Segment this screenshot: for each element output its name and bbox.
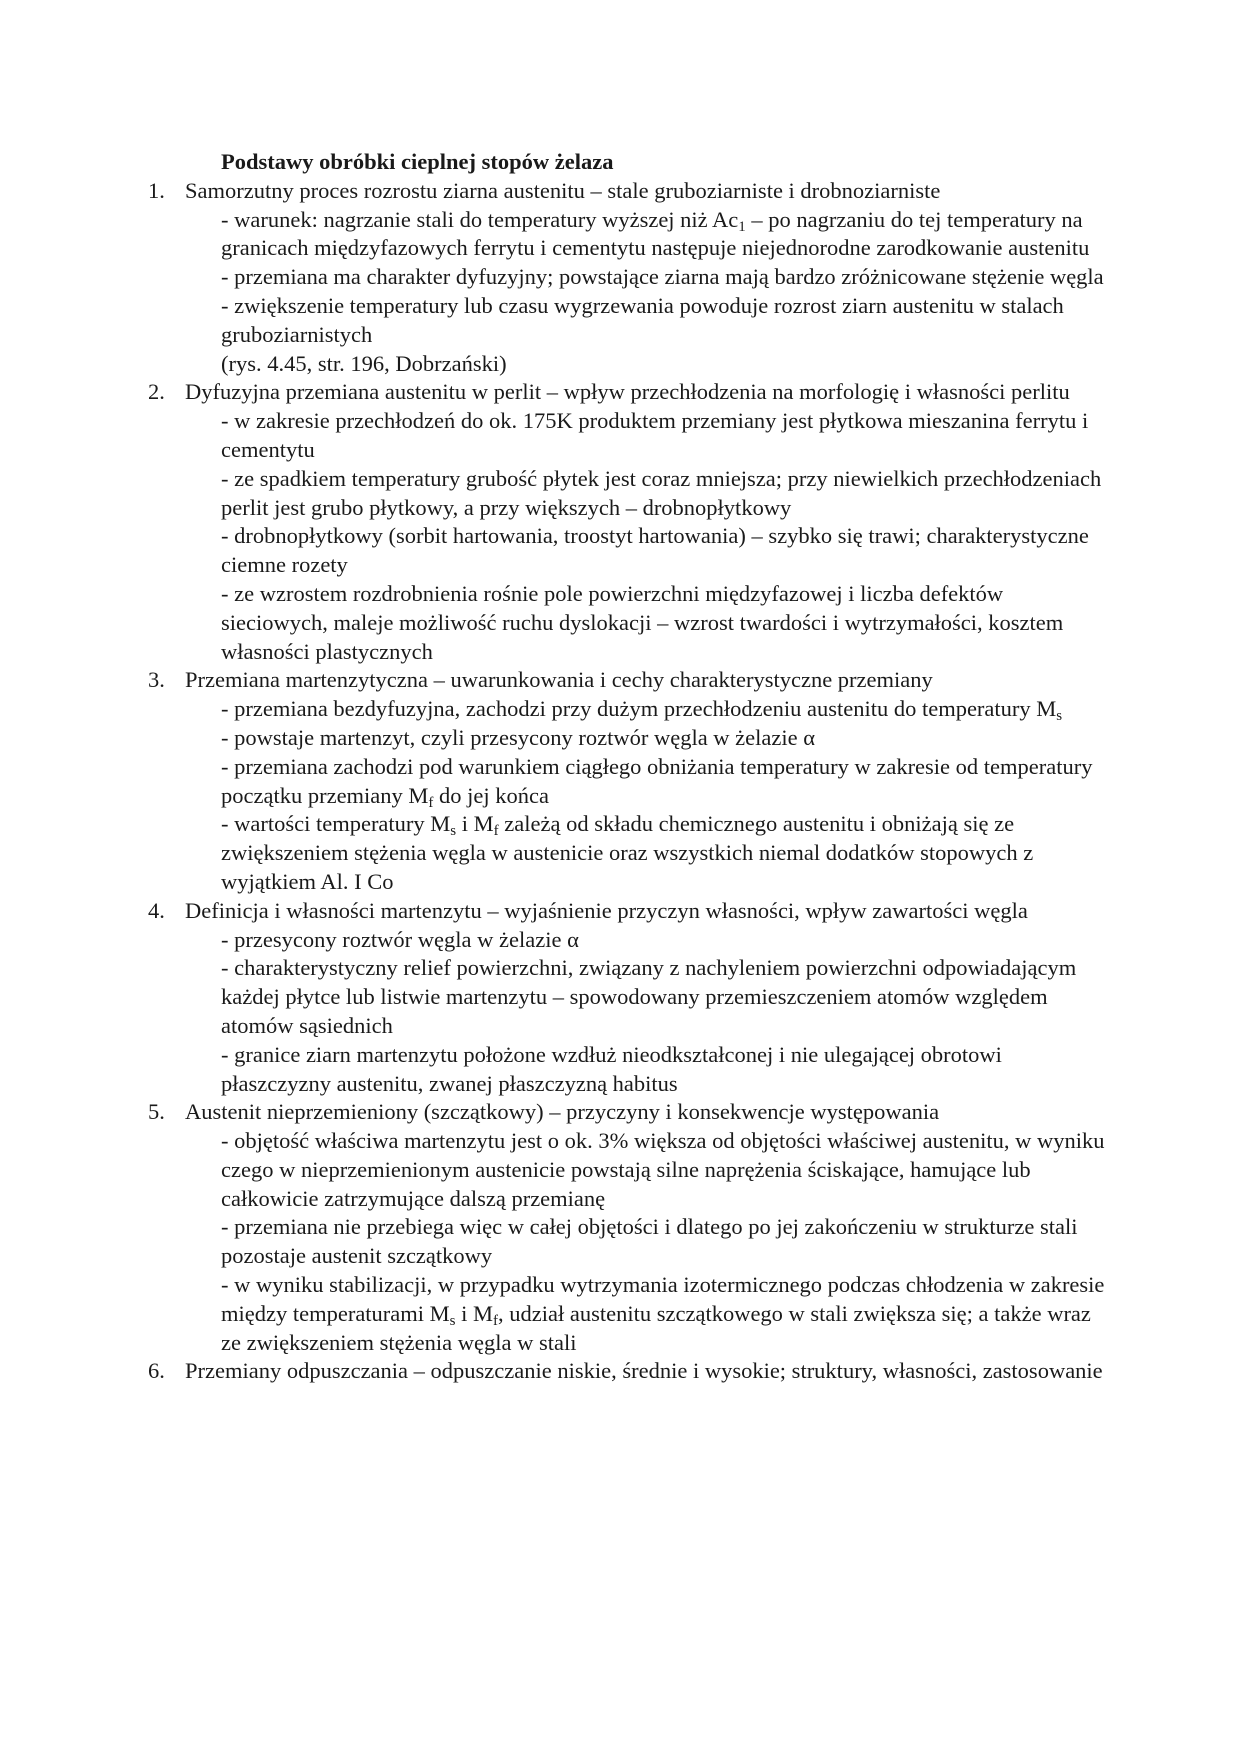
question-number: 6.	[148, 1358, 165, 1384]
answer-point: - drobnopłytkowy (sorbit hartowania, troostyt hartowania) – szybko się trawi; charakterystyczne ciemne rozety	[221, 523, 1089, 578]
answer-text: - wartości temperatury M	[221, 811, 451, 837]
answer-text: - warunek: nagrzanie stali do temperatury wyższej niż Ac	[221, 206, 739, 232]
answer-point: - ze wzrostem rozdrobnienia rośnie pole powierzchni międzyfazowej i liczba defektów sieciowych, maleje możliwość ruchu dyslokacji – wzrost twardości i wytrzymałości, kosztem własności plastycznych	[221, 580, 1064, 664]
answer-point	[148, 206, 1108, 264]
subscript: s	[449, 1312, 456, 1329]
question-heading: Przemiany odpuszczania – odpuszczanie niskie, średnie i wysokie; struktury, własności, zastosowanie	[185, 1358, 1103, 1384]
subscript: f	[493, 1312, 499, 1329]
answer-text: - przemiana bezdyfuzyjna, zachodzi przy dużym przechłodzeniu austenitu do temperatury M	[221, 696, 1057, 722]
question-number: 2.	[148, 379, 165, 405]
question-6	[148, 1357, 1108, 1386]
answer-point: - przesycony roztwór węgla w żelazie α	[221, 926, 579, 952]
subscript: f	[428, 794, 434, 811]
question-number: 3.	[148, 667, 165, 693]
answer-text: do jej końca	[433, 782, 550, 808]
answer-point	[148, 1271, 1108, 1357]
answer-point: - w zakresie przechłodzeń do ok. 175K produktem przemiany jest płytkowa mieszanina ferrytu i cementytu	[221, 408, 1089, 462]
answer-text: , udział austenitu szczątkowego w stali zwiększa się; a także wraz ze zwiększeniem stężenia węgla w stali	[221, 1300, 1091, 1355]
answer-text: – po nagrzaniu do tej temperatury na granicach międzyfazowych ferrytu i cementytu następuje niejednorodne zarodkowanie austenitu	[221, 206, 1090, 261]
question-heading: Definicja i własności martenzytu – wyjaśnienie przyczyn własności, wpływ zawartości węgla	[185, 897, 1028, 923]
question-number: 1.	[148, 177, 165, 203]
question-heading: Przemiana martenzytyczna – uwarunkowania i cechy charakterystyczne przemiany	[185, 667, 933, 693]
answer-point	[148, 810, 1108, 896]
answer-text: i M	[455, 1300, 494, 1326]
answer-point: - granice ziarn martenzytu położone wzdłuż nieodkształconej i nie ulegającej obrotowi płaszczyzny austenitu, zwanej płaszczyzną habitus	[221, 1041, 1002, 1096]
question-number: 4.	[148, 897, 165, 923]
answer-point: - zwiększenie temperatury lub czasu wygrzewania powoduje rozrost ziarn austenitu w stalach gruboziarnistych	[221, 292, 1064, 347]
question-2	[148, 378, 1108, 407]
answer-point: - przemiana nie przebiega więc w całej objętości i dlatego po jej zakończeniu w strukturze stali pozostaje austenit szczątkowy	[221, 1214, 1078, 1269]
answer-point	[148, 753, 1108, 811]
document-body	[148, 148, 1108, 1386]
question-5	[148, 1098, 1108, 1127]
subscript: 1	[738, 218, 746, 235]
question-4	[148, 897, 1108, 926]
answer-point	[148, 695, 1108, 724]
answer-point: - powstaje martenzyt, czyli przesycony roztwór węgla w żelazie α	[221, 724, 816, 750]
question-heading: Samorzutny proces rozrostu ziarna austenitu – stale gruboziarniste i drobnoziarniste	[185, 177, 941, 203]
reference-note: (rys. 4.45, str. 196, Dobrzański)	[221, 350, 507, 376]
subscript: f	[493, 823, 499, 840]
answer-text: zależą od składu chemicznego austenitu i obniżają się ze zwiększeniem stężenia węgla w austenicie oraz wszystkich niemal dodatków stopowych z wyjątkiem Al. I Co	[221, 811, 1034, 894]
question-3	[148, 666, 1108, 695]
subscript: s	[1056, 708, 1063, 725]
answer-text: - w wyniku stabilizacji, w przypadku wytrzymania izotermicznego podczas chłodzenia w zakresie między temperaturami M	[221, 1272, 1105, 1326]
subscript: s	[450, 823, 457, 840]
question-number: 5.	[148, 1099, 165, 1125]
question-1	[148, 177, 1108, 206]
question-heading: Austenit nieprzemieniony (szczątkowy) – przyczyny i konsekwencje występowania	[185, 1099, 940, 1125]
question-heading: Dyfuzyjna przemiana austenitu w perlit – wpływ przechłodzenia na morfologię i własności perlitu	[185, 379, 1070, 405]
answer-point: - charakterystyczny relief powierzchni, związany z nachyleniem powierzchni odpowiadającym każdej płytce lub listwie martenzytu – spowodowany przemieszczeniem atomów względem atomów sąsiednich	[221, 955, 1077, 1038]
answer-point: - ze spadkiem temperatury grubość płytek jest coraz mniejsza; przy niewielkich przechłodzeniach perlit jest grubo płytkowy, a przy większych – drobnopłytkowy	[221, 465, 1102, 520]
answer-point: - przemiana ma charakter dyfuzyjny; powstające ziarna mają bardzo zróżnicowane stężenie węgla	[221, 264, 1104, 290]
document-title: Podstawy obróbki cieplnej stopów żelaza	[221, 149, 614, 174]
answer-text: - przemiana zachodzi pod warunkiem ciągłego obniżania temperatury w zakresie od temperatury początku przemiany M	[221, 753, 1093, 808]
answer-text: i M	[456, 811, 494, 837]
answer-point: - objętość właściwa martenzytu jest o ok. 3% większa od objętości właściwej austenitu, w wyniku czego w nieprzemienionym austenicie powstają silne naprężenia ściskające, hamujące lub całkowicie zatrzymujące dalszą przemianę	[221, 1128, 1105, 1211]
